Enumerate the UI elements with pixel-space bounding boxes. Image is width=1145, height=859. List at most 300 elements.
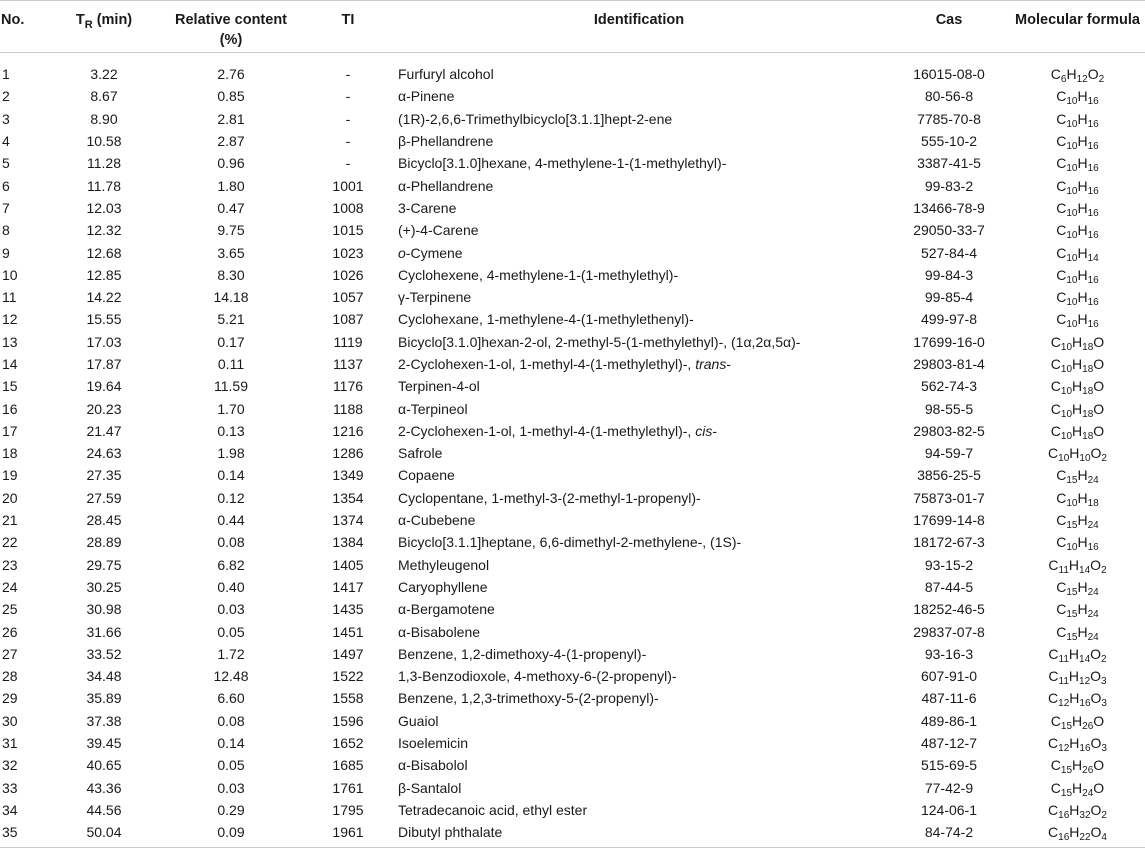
- formula-element: C: [1056, 289, 1067, 306]
- formula-count: 24: [1087, 520, 1099, 532]
- cell-identification: [390, 308, 888, 330]
- cell-retention-time: 15.55: [86, 311, 122, 328]
- identification-text: γ-Terpinene: [398, 289, 472, 306]
- cell-no: 17: [2, 422, 18, 439]
- cell-no: 24: [2, 578, 18, 595]
- cell-ti: 1176: [332, 378, 364, 395]
- cell-cas: 487-11-6: [921, 690, 977, 707]
- identification-text: β-Phellandrene: [398, 133, 494, 150]
- cell-identification: [390, 152, 888, 174]
- cell-relative-content: 6.60: [217, 690, 245, 707]
- table-row: [0, 241, 1145, 263]
- cell-retention-time: 17.03: [86, 333, 122, 350]
- cell-identification: [390, 576, 888, 598]
- table-row: [0, 108, 1145, 130]
- table-row: [0, 353, 1145, 375]
- cell-cas: 94-59-7: [924, 445, 974, 462]
- formula-element: O: [1090, 556, 1102, 573]
- cell-identification: [390, 821, 888, 848]
- formula-element: H: [1077, 311, 1088, 328]
- cell-no: 23: [2, 556, 18, 573]
- table-row: [0, 754, 1145, 776]
- cell-retention-time: 8.67: [90, 88, 118, 105]
- formula-count: 10: [1066, 141, 1078, 153]
- identification-text: (+)-4-Carene: [398, 222, 479, 239]
- formula-count: 14: [1079, 564, 1091, 576]
- cell-cas: 98-55-5: [924, 400, 974, 417]
- formula-count: 12: [1076, 74, 1088, 86]
- identification-text: Furfuryl alcohol: [398, 66, 494, 83]
- table-row: [0, 665, 1145, 687]
- formula-element: H: [1077, 601, 1088, 618]
- formula-count: 11: [1058, 564, 1069, 576]
- cell-relative-content: 0.08: [217, 712, 245, 729]
- cell-relative-content: 0.05: [217, 623, 245, 640]
- table-row: [0, 85, 1145, 107]
- formula-element: O: [1090, 645, 1102, 662]
- formula-count: 10: [1066, 319, 1078, 331]
- cell-identification: [390, 509, 888, 531]
- cell-identification: [390, 420, 888, 442]
- cell-identification: [390, 620, 888, 642]
- formula-element: H: [1077, 266, 1088, 283]
- cell-ti: 1026: [332, 266, 364, 283]
- cell-ti: 1384: [332, 534, 364, 551]
- formula-element: H: [1068, 645, 1080, 662]
- formula-element: O: [1090, 801, 1102, 818]
- formula-count: 12: [1079, 676, 1091, 688]
- cell-identification: [390, 554, 888, 576]
- cell-cas: 77-42-9: [924, 779, 974, 796]
- cell-molecular-formula: [1010, 85, 1145, 107]
- formula-element: C: [1056, 155, 1067, 172]
- identification-text: trans: [695, 356, 727, 372]
- cell-ti: 1795: [332, 801, 364, 818]
- cell-ti: 1522: [332, 668, 364, 685]
- formula-element: C: [1048, 801, 1059, 818]
- cell-cas: 515-69-5: [920, 757, 978, 774]
- cell-relative-content: 1.98: [217, 445, 245, 462]
- cell-no: 29: [2, 690, 18, 707]
- cell-molecular-formula: [1010, 643, 1145, 665]
- formula-element: H: [1077, 623, 1088, 640]
- cell-molecular-formula: [1010, 509, 1145, 531]
- formula-count: 10: [1066, 207, 1078, 219]
- identification-text: 2-Cyclohexen-1-ol, 1-methyl-4-(1-methylethyl)-,: [398, 356, 696, 372]
- formula-count: 18: [1082, 341, 1094, 353]
- cell-molecular-formula: [1010, 375, 1145, 397]
- formula-element: H: [1069, 824, 1080, 841]
- formula-count: 2: [1101, 453, 1107, 465]
- cell-molecular-formula: [1010, 130, 1145, 152]
- cell-relative-content: 0.03: [217, 779, 245, 796]
- header-relative-content: [156, 1, 306, 53]
- identification-text: cis: [695, 422, 713, 439]
- cell-cas: 487-12-7: [920, 735, 978, 752]
- cell-molecular-formula: [1010, 331, 1145, 353]
- cell-cas: 562-74-3: [920, 378, 978, 395]
- formula-count: 2: [1098, 74, 1105, 86]
- cell-molecular-formula: [1010, 174, 1145, 196]
- formula-count: 16: [1087, 207, 1099, 219]
- cell-ti: 1286: [332, 445, 364, 462]
- cell-cas: 93-15-2: [924, 556, 974, 573]
- formula-element: O: [1093, 400, 1105, 417]
- formula-element: H: [1072, 712, 1083, 729]
- identification-text: -Cymene: [405, 244, 463, 261]
- cell-molecular-formula: [1010, 687, 1145, 709]
- cell-identification: [390, 174, 888, 196]
- cell-no: 6: [2, 177, 10, 194]
- formula-element: H: [1069, 690, 1080, 707]
- formula-element: H: [1077, 155, 1088, 172]
- formula-element: O: [1093, 712, 1105, 729]
- formula-element: C: [1056, 199, 1067, 216]
- formula-element: C: [1050, 422, 1061, 439]
- formula-element: C: [1048, 690, 1059, 707]
- cell-cas: 489-86-1: [920, 712, 978, 729]
- table-row: [0, 197, 1145, 219]
- cell-retention-time: 40.65: [86, 757, 122, 774]
- formula-count: 6: [1060, 74, 1067, 86]
- cell-retention-time: 35.89: [86, 690, 122, 707]
- formula-count: 16: [1087, 185, 1099, 197]
- cell-molecular-formula: [1010, 264, 1145, 286]
- formula-element: H: [1077, 244, 1088, 261]
- table-row: [0, 331, 1145, 353]
- table-row: [0, 777, 1145, 799]
- formula-element: C: [1056, 133, 1067, 150]
- cell-retention-time: 12.85: [86, 266, 122, 283]
- formula-count: 24: [1082, 787, 1094, 799]
- formula-element: C: [1050, 333, 1061, 350]
- cell-ti: 1497: [332, 645, 364, 662]
- cell-relative-content: 1.72: [217, 645, 245, 662]
- formula-element: C: [1048, 668, 1059, 685]
- cell-relative-content: 8.30: [217, 266, 245, 283]
- cell-cas: 29837-07-8: [913, 623, 985, 640]
- formula-element: O: [1093, 378, 1105, 395]
- cell-ti: -: [345, 88, 351, 105]
- cell-retention-time: 37.38: [86, 712, 122, 729]
- cell-ti: 1405: [332, 556, 364, 573]
- formula-element: C: [1050, 400, 1061, 417]
- cell-ti: 1137: [332, 356, 364, 372]
- cell-no: 20: [2, 489, 18, 506]
- table-row: [0, 420, 1145, 442]
- formula-element: C: [1056, 244, 1067, 261]
- header-retention-time: [52, 1, 156, 53]
- header-no: No.: [0, 1, 52, 53]
- cell-retention-time: 27.35: [86, 467, 122, 484]
- formula-element: C: [1048, 445, 1059, 462]
- cell-no: 1: [2, 66, 10, 83]
- cell-molecular-formula: [1010, 620, 1145, 642]
- formula-count: 10: [1066, 185, 1078, 197]
- formula-count: 10: [1066, 297, 1078, 309]
- formula-element: C: [1056, 88, 1067, 105]
- formula-count: 10: [1066, 274, 1078, 286]
- formula-count: 12: [1058, 698, 1070, 710]
- cell-identification: [390, 643, 888, 665]
- cell-retention-time: 11.78: [87, 177, 121, 194]
- formula-element: C: [1050, 712, 1061, 729]
- cell-no: 4: [2, 133, 10, 150]
- table-row: [0, 576, 1145, 598]
- cell-relative-content: 0.47: [217, 199, 245, 216]
- cell-retention-time: 20.23: [86, 400, 122, 417]
- cell-cas: 80-56-8: [924, 88, 974, 105]
- formula-count: 16: [1087, 319, 1099, 331]
- cell-identification: [390, 375, 888, 397]
- formula-count: 22: [1079, 832, 1091, 844]
- identification-text: Bicyclo[3.1.0]hexane, 4-methylene-1-(1-methylethyl)-: [398, 155, 727, 172]
- cell-relative-content: 2.81: [217, 110, 245, 127]
- cell-no: 15: [2, 378, 18, 395]
- cell-no: 13: [2, 333, 18, 350]
- cell-molecular-formula: [1010, 598, 1145, 620]
- formula-count: 10: [1060, 386, 1073, 398]
- cell-ti: 1685: [332, 757, 364, 774]
- cell-cas: 7785-70-8: [917, 110, 981, 127]
- formula-count: 26: [1082, 765, 1094, 777]
- cell-molecular-formula: [1010, 152, 1145, 174]
- table-body: [0, 53, 1145, 848]
- formula-count: 16: [1087, 230, 1099, 242]
- formula-element: C: [1056, 512, 1067, 529]
- cell-retention-time: 28.89: [86, 534, 122, 551]
- identification-text: Tetradecanoic acid, ethyl ester: [398, 801, 588, 818]
- identification-text: Copaene: [398, 467, 455, 484]
- formula-count: 10: [1058, 453, 1070, 465]
- cell-ti: 1596: [332, 712, 364, 729]
- cell-cas: 87-44-5: [924, 578, 974, 595]
- cell-ti: 1435: [332, 601, 364, 618]
- formula-count: 18: [1082, 408, 1094, 420]
- header-molecular-formula: Molecular formula: [1010, 1, 1145, 53]
- cell-molecular-formula: [1010, 53, 1145, 86]
- cell-relative-content: 0.17: [217, 333, 245, 350]
- cell-relative-content: 0.12: [217, 489, 245, 506]
- cell-no: 2: [2, 88, 10, 105]
- formula-count: 10: [1079, 453, 1091, 465]
- formula-count: 15: [1060, 720, 1073, 732]
- formula-element: C: [1050, 779, 1061, 796]
- cell-retention-time: 34.48: [86, 668, 122, 685]
- cell-identification: [390, 777, 888, 799]
- cell-cas: 99-84-3: [924, 266, 974, 283]
- table-row: [0, 464, 1145, 486]
- cell-no: 32: [2, 757, 18, 774]
- formula-count: 16: [1058, 809, 1070, 821]
- cell-cas: 17699-16-0: [913, 333, 985, 350]
- formula-element: O: [1090, 735, 1102, 752]
- cell-cas: 3387-41-5: [917, 155, 981, 172]
- cell-relative-content: 0.05: [217, 757, 245, 774]
- formula-element: O: [1090, 668, 1102, 685]
- cell-molecular-formula: [1010, 241, 1145, 263]
- formula-count: 10: [1066, 118, 1078, 130]
- identification-text: Guaiol: [398, 712, 439, 729]
- formula-count: 11: [1058, 676, 1069, 688]
- cell-identification: [390, 487, 888, 509]
- table-row: [0, 442, 1145, 464]
- cell-relative-content: 1.80: [217, 177, 245, 194]
- cell-ti: 1001: [332, 177, 364, 194]
- formula-count: 16: [1087, 141, 1099, 153]
- identification-text: 2-Cyclohexen-1-ol, 1-methyl-4-(1-methylethyl)-,: [398, 422, 696, 439]
- table-row: [0, 620, 1145, 642]
- formula-count: 12: [1058, 743, 1070, 755]
- cell-ti: 1961: [306, 821, 390, 848]
- cell-relative-content: 0.14: [217, 735, 245, 752]
- formula-element: C: [1050, 757, 1061, 774]
- cell-ti: 1015: [332, 222, 364, 239]
- cell-no: 14: [2, 356, 18, 372]
- formula-count: 16: [1058, 832, 1070, 844]
- cell-no: 7: [2, 199, 10, 216]
- cell-no: 22: [2, 534, 18, 551]
- cell-cas: 17699-14-8: [913, 512, 985, 529]
- cell-cas: 18172-67-3: [913, 534, 985, 551]
- cell-identification: [390, 687, 888, 709]
- formula-count: 15: [1060, 787, 1073, 799]
- header-ti: TI: [306, 1, 390, 53]
- formula-count: 2: [1101, 564, 1107, 576]
- identification-text: α-Bergamotene: [398, 601, 495, 618]
- formula-count: 24: [1087, 475, 1099, 487]
- identification-text: α-Bisabolol: [398, 757, 468, 774]
- cell-identification: [390, 710, 888, 732]
- formula-element: H: [1072, 422, 1083, 439]
- formula-element: H: [1077, 199, 1088, 216]
- cell-ti: 1216: [332, 422, 364, 439]
- formula-element: H: [1077, 512, 1088, 529]
- cell-ti: 1761: [332, 779, 364, 796]
- cell-molecular-formula: [1010, 397, 1145, 419]
- formula-element: H: [1077, 222, 1088, 239]
- cell-identification: [390, 219, 888, 241]
- cell-molecular-formula: [1010, 197, 1145, 219]
- cell-cas: 607-91-0: [920, 668, 978, 685]
- cell-retention-time: 17.87: [86, 356, 122, 372]
- formula-element: H: [1068, 556, 1080, 573]
- cell-no: 19: [2, 467, 18, 484]
- cell-ti: 1417: [332, 578, 364, 595]
- cell-cas: 124-06-1: [920, 801, 978, 818]
- table-row: [0, 732, 1145, 754]
- formula-count: 3: [1101, 698, 1107, 710]
- cell-relative-content: 2.76: [217, 66, 245, 83]
- cell-molecular-formula: [1010, 732, 1145, 754]
- formula-element: C: [1048, 824, 1059, 841]
- formula-count: 10: [1060, 364, 1073, 375]
- formula-count: 32: [1079, 809, 1091, 821]
- table-row: [0, 687, 1145, 709]
- identification-text: o: [398, 244, 406, 261]
- cell-no: 10: [2, 266, 18, 283]
- formula-count: 10: [1060, 430, 1073, 442]
- formula-element: C: [1056, 110, 1067, 127]
- header-tr-sub: R: [84, 19, 93, 31]
- cell-identification: [390, 130, 888, 152]
- formula-count: 15: [1066, 609, 1078, 621]
- formula-element: H: [1072, 400, 1083, 417]
- formula-element: H: [1077, 534, 1088, 551]
- cell-relative-content: 0.13: [217, 422, 245, 439]
- cell-relative-content: 6.82: [217, 556, 245, 573]
- cell-molecular-formula: [1010, 777, 1145, 799]
- identification-text: α-Terpineol: [398, 400, 468, 417]
- formula-element: C: [1056, 534, 1067, 551]
- formula-count: 2: [1101, 653, 1107, 665]
- cell-ti: -: [345, 155, 351, 172]
- identification-text: β-Santalol: [398, 779, 462, 796]
- cell-retention-time: 30.98: [86, 601, 122, 618]
- identification-text: -: [726, 356, 731, 372]
- formula-element: C: [1056, 578, 1067, 595]
- formula-element: O: [1093, 757, 1105, 774]
- formula-count: 14: [1079, 653, 1091, 665]
- cell-no: 21: [2, 512, 18, 529]
- cell-retention-time: 12.68: [86, 244, 122, 261]
- identification-text: Methyleugenol: [398, 556, 490, 573]
- formula-count: 4: [1101, 832, 1107, 844]
- formula-count: 16: [1087, 96, 1099, 108]
- cell-molecular-formula: [1010, 710, 1145, 732]
- formula-count: 14: [1087, 252, 1099, 264]
- cell-molecular-formula: [1010, 799, 1145, 821]
- cell-molecular-formula: [1010, 554, 1145, 576]
- formula-element: H: [1077, 133, 1088, 150]
- formula-count: 16: [1087, 542, 1099, 554]
- identification-text: 1,3-Benzodioxole, 4-methoxy-6-(2-propenyl)-: [398, 668, 677, 685]
- cell-molecular-formula: [1010, 531, 1145, 553]
- formula-count: 24: [1087, 609, 1099, 621]
- formula-element: H: [1072, 356, 1083, 372]
- formula-element: H: [1069, 445, 1080, 462]
- formula-count: 24: [1087, 586, 1099, 598]
- table-row: [0, 643, 1145, 665]
- cell-no: 35: [0, 821, 52, 848]
- formula-element: H: [1072, 779, 1083, 796]
- cell-relative-content: 14.18: [213, 289, 249, 306]
- cell-identification: [390, 53, 888, 86]
- cell-cas: 16015-08-0: [913, 66, 985, 83]
- formula-count: 10: [1066, 252, 1078, 264]
- formula-count: 16: [1087, 297, 1099, 309]
- cell-identification: [390, 665, 888, 687]
- table-row: [0, 375, 1145, 397]
- header-tr-main: T: [75, 12, 85, 28]
- cell-relative-content: 0.40: [217, 578, 245, 595]
- identification-text: Cyclohexane, 1-methylene-4-(1-methylethenyl)-: [398, 311, 694, 328]
- cell-molecular-formula: [1010, 487, 1145, 509]
- cell-retention-time: 3.22: [90, 66, 118, 83]
- identification-text: Benzene, 1,2,3-trimethoxy-5-(2-propenyl)-: [398, 690, 659, 707]
- cell-molecular-formula: [1010, 108, 1145, 130]
- formula-element: O: [1090, 445, 1102, 462]
- formula-count: 10: [1066, 497, 1078, 509]
- header-tr-unit: (min): [92, 12, 133, 28]
- formula-count: 15: [1066, 631, 1078, 643]
- cell-identification: [390, 241, 888, 263]
- cell-molecular-formula: [1010, 821, 1145, 848]
- cell-cas: 18252-46-5: [913, 601, 985, 618]
- identification-text: Caryophyllene: [398, 578, 488, 595]
- cell-ti: 1008: [332, 199, 364, 216]
- cell-cas: 29803-82-5: [913, 422, 985, 439]
